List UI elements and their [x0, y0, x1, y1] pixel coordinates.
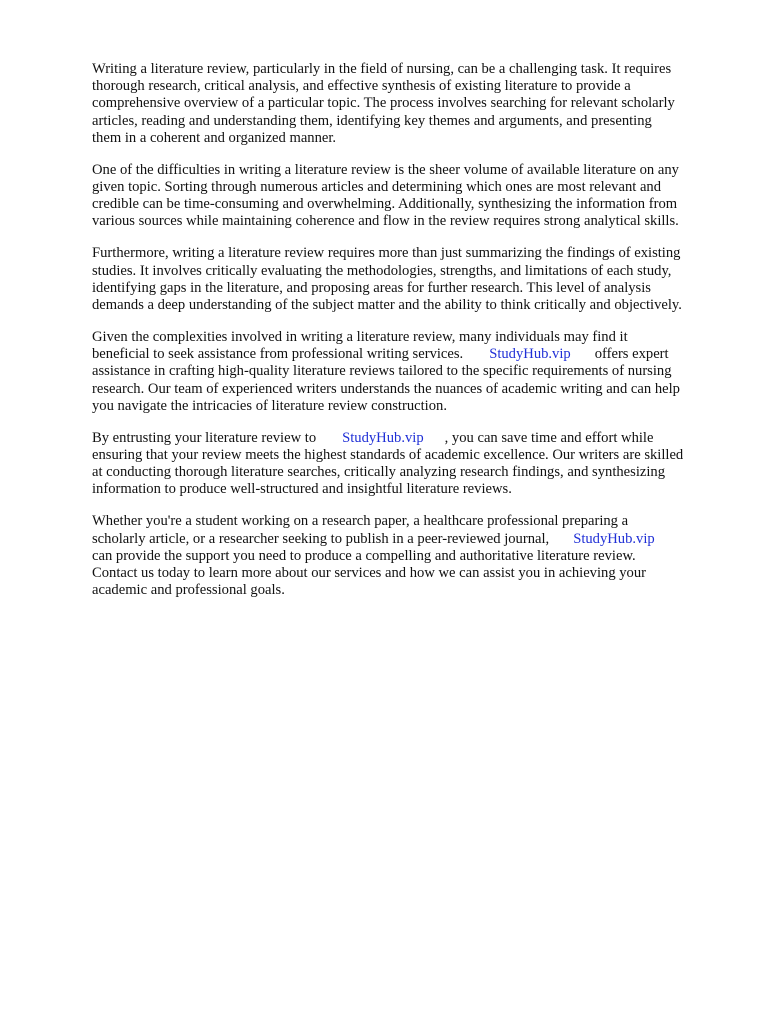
text-line: you navigate the intricacies of literature review construction. — [92, 397, 447, 414]
studyhub-link[interactable]: StudyHub.vip — [489, 346, 571, 363]
document-body — [92, 61, 722, 614]
text-line: identifying gaps in the literature, and proposing areas for further research. This level of analysis — [92, 279, 651, 296]
text-line: can provide the support you need to produce a compelling and authoritative literature review. — [92, 547, 636, 564]
paragraph-difficulties — [92, 162, 722, 231]
text-line — [92, 531, 722, 548]
text-line: demands a deep understanding of the subject matter and the ability to think critically and objectively. — [92, 297, 682, 314]
paragraph-whether — [92, 513, 722, 599]
text-line — [92, 346, 722, 363]
text-line: Given the complexities involved in writing a literature review, many individuals may find it — [92, 329, 628, 346]
text-line: thorough research, critical analysis, and effective synthesis of existing literature to provide a — [92, 78, 631, 95]
text-line: Furthermore, writing a literature review requires more than just summarizing the findings of existing — [92, 245, 681, 262]
text-fragment: By entrusting your literature review to — [92, 429, 317, 446]
text-line: ensuring that your review meets the highest standards of academic excellence. Our writers are skilled — [92, 447, 684, 464]
text-line: given topic. Sorting through numerous articles and determining which ones are most relevant and — [92, 179, 662, 196]
text-fragment: beneficial to seek assistance from professional writing services. — [92, 346, 464, 363]
studyhub-link[interactable]: StudyHub.vip — [342, 429, 424, 446]
text-line: them in a coherent and organized manner. — [92, 129, 337, 146]
text-fragment: offers expert — [594, 346, 669, 363]
paragraph-furthermore — [92, 245, 722, 314]
text-line: Whether you're a student working on a research paper, a healthcare professional preparing a — [92, 513, 629, 530]
text-line: academic and professional goals. — [92, 582, 285, 599]
text-line — [92, 430, 722, 447]
text-line: research. Our team of experienced writers understands the nuances of academic writing and can help — [92, 380, 680, 397]
paragraph-entrusting — [92, 430, 722, 499]
paragraph-intro — [92, 61, 722, 147]
text-fragment: scholarly article, or a researcher seeking to publish in a peer-reviewed journal, — [92, 530, 550, 547]
text-line: comprehensive overview of a particular topic. The process involves searching for relevant scholarly — [92, 95, 675, 112]
text-line: at conducting thorough literature searches, critically analyzing research findings, and synthesizing — [92, 464, 666, 481]
studyhub-link[interactable]: StudyHub.vip — [573, 530, 655, 547]
text-line: various sources while maintaining coherence and flow in the review requires strong analytical skills. — [92, 213, 679, 230]
text-line: assistance in crafting high-quality literature reviews tailored to the specific requirements of nursing — [92, 363, 672, 380]
paragraph-assistance — [92, 329, 722, 415]
text-line: Writing a literature review, particularly in the field of nursing, can be a challenging task. It requires — [92, 61, 672, 77]
text-line: Contact us today to learn more about our services and how we can assist you in achieving your — [92, 565, 647, 582]
text-line: articles, reading and understanding them, identifying key themes and arguments, and presenting — [92, 112, 652, 129]
text-line: One of the difficulties in writing a literature review is the sheer volume of available literature on any — [92, 161, 679, 178]
text-fragment: , you can save time and effort while — [444, 429, 654, 446]
text-line: studies. It involves critically evaluating the methodologies, strengths, and limitations of each study, — [92, 262, 672, 279]
text-line: information to produce well-structured and insightful literature reviews. — [92, 481, 512, 498]
text-line: credible can be time-consuming and overwhelming. Additionally, synthesizing the information from — [92, 196, 678, 213]
